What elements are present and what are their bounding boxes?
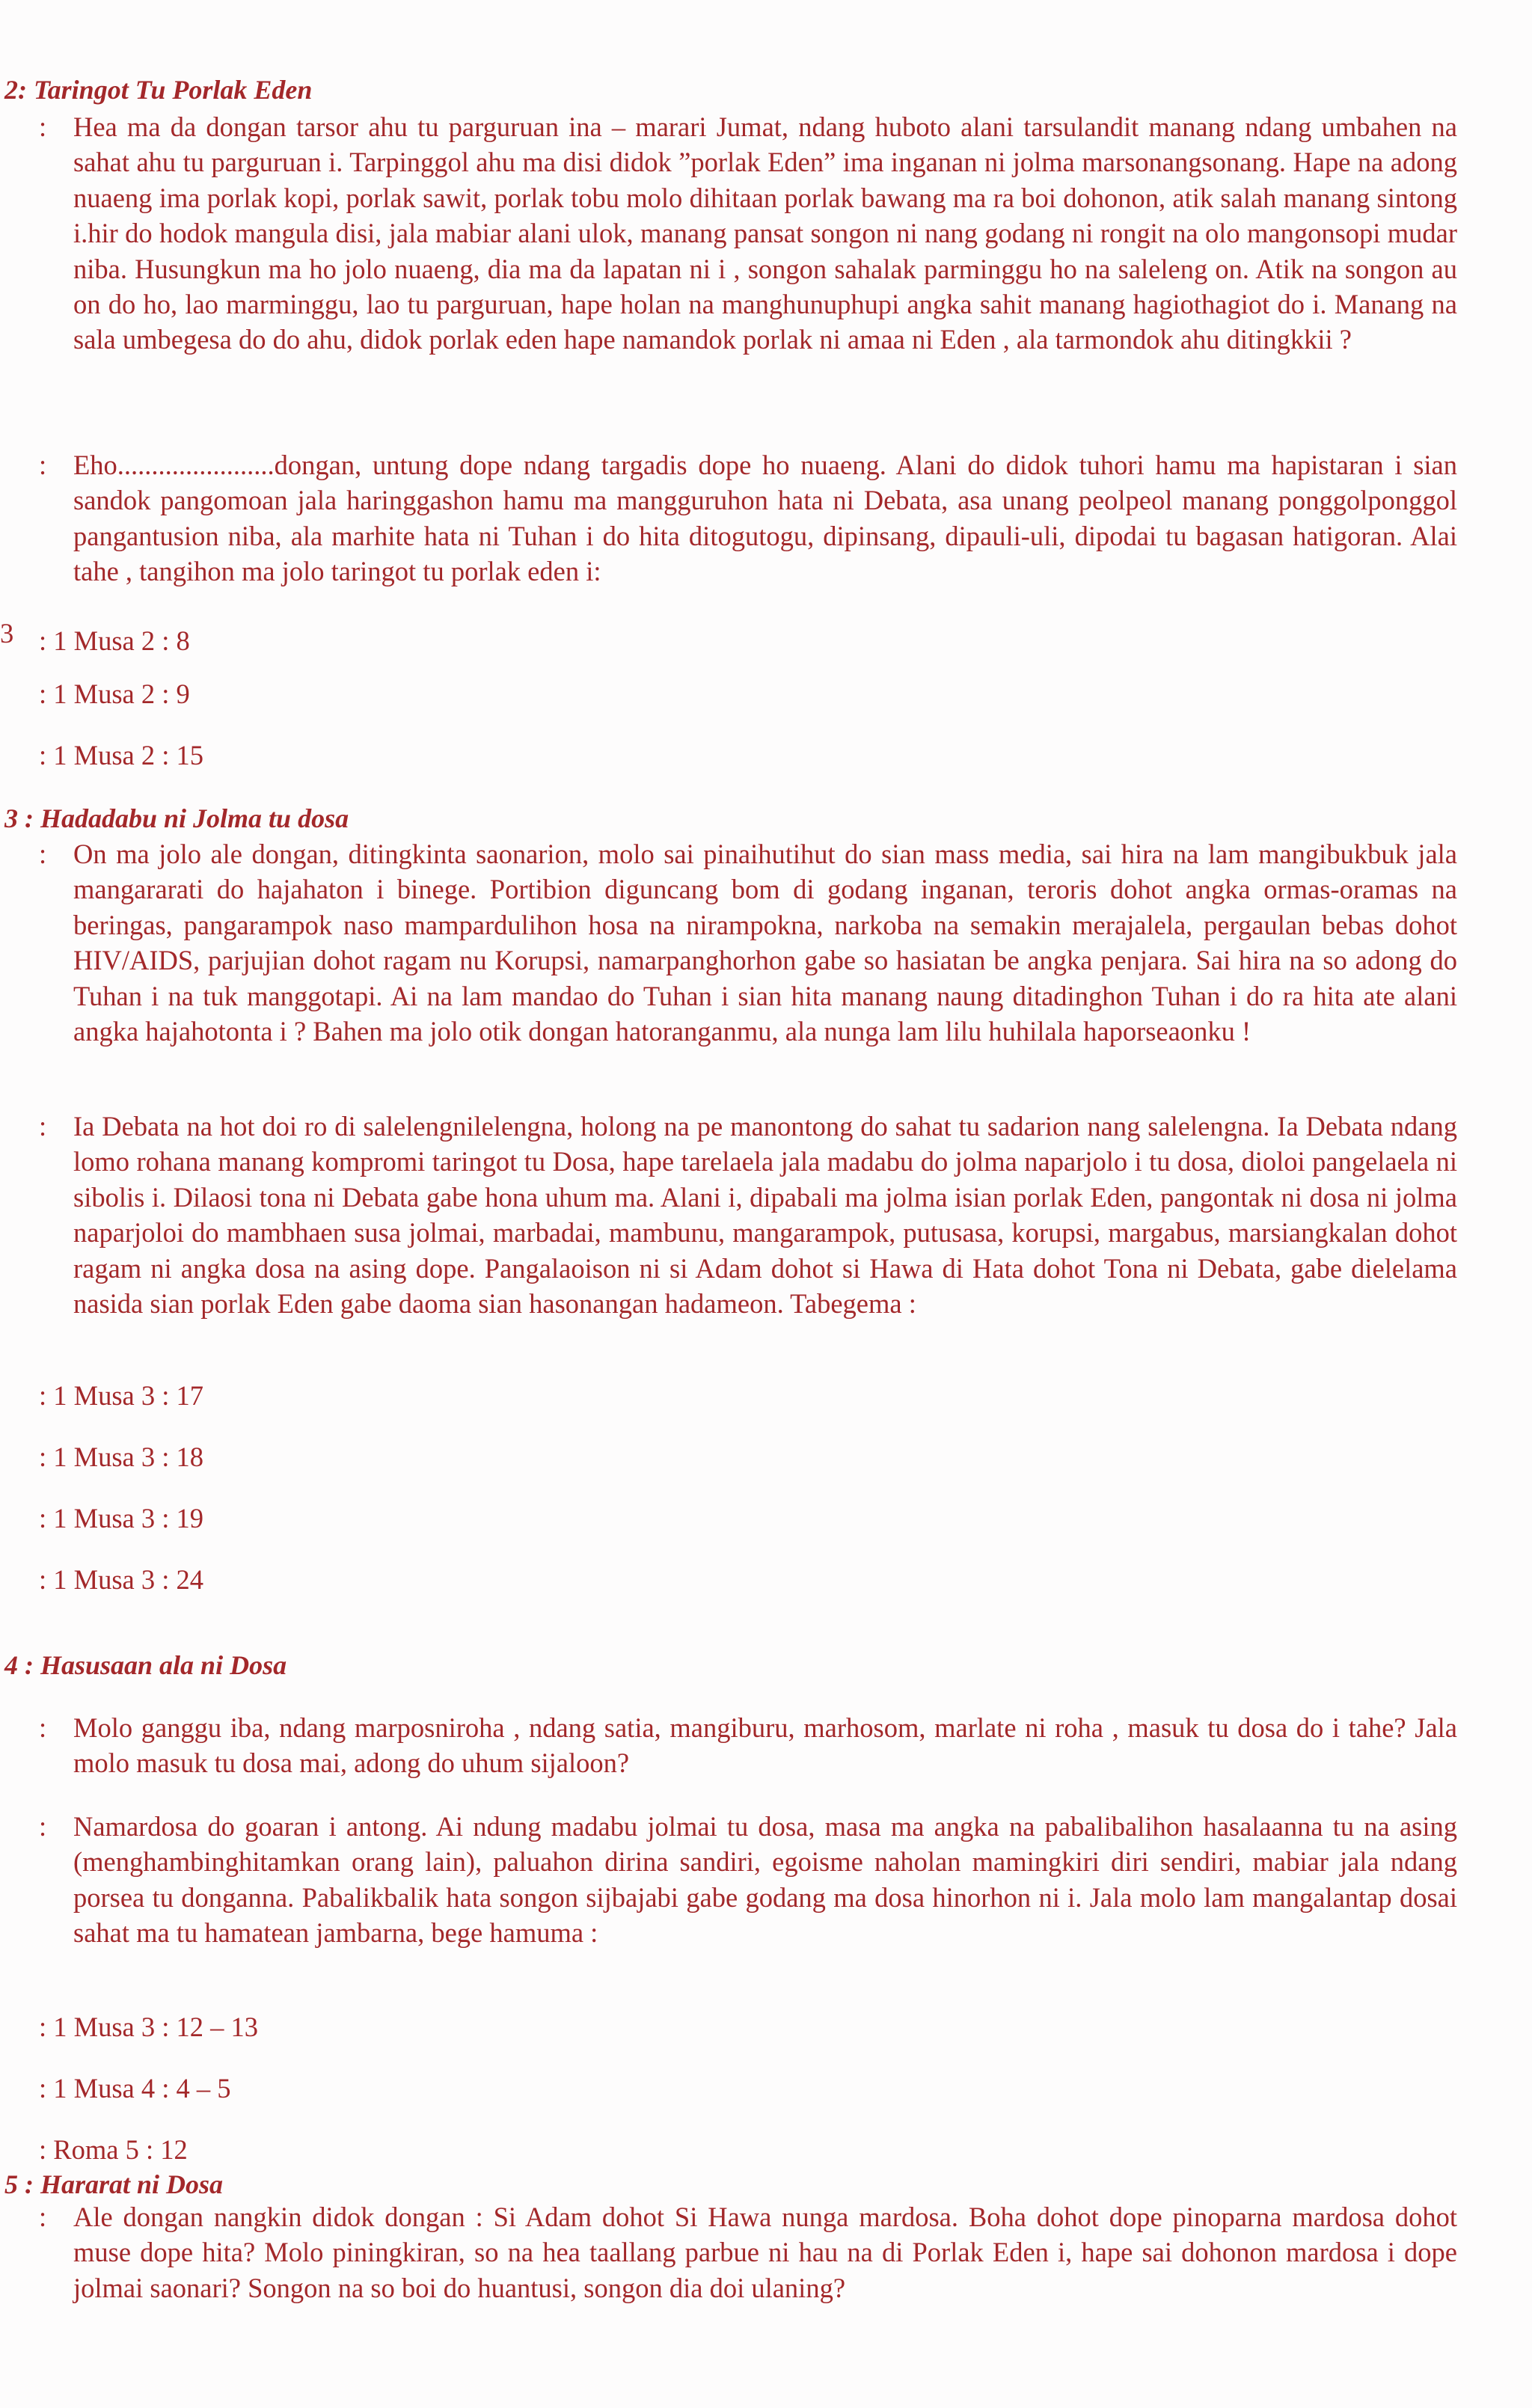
- answer-paragraph: : Eho.......................dongan, untung dope ndang targadis dope ho nuaeng. Alani do didok tuhori hamu ma hapistaran i sian sandok pangomoan jala haringgashon hamu ma mangguruhon hata ni Debata, asa unang peolpeol manang ponggolponggol pangantusion niba, ala marhite hata ni Tuhan i do hita ditogutogu, dipinsang, dipauli-uli, dipodai tu bagasan hatigoran. Alai tahe , tangihon ma jolo taringot tu porlak eden i:: [39, 450, 1457, 587]
- answer-paragraph: : Namardosa do goaran i antong. Ai ndung madabu jolmai tu dosa, masa ma angka na pabalibalihon hasalaanna tu na asing (menghambinghitamkan orang lain), paluahon dirina sandiri, egoisme naholan mamingkiri diri sendiri, mabiar jala ndang porsea tu donganna. Pabalikbalik hata songon sijbajabi gabe godang ma dosa hinorhon ni i. Jala molo lam mangalantap dosai sahat ma tu hamatean jambarna, bege hamuma :: [39, 1811, 1457, 1949]
- section-heading: 3 : Hadadabu ni Jolma tu dosa: [4, 803, 349, 833]
- section-heading: 2: Taringot Tu Porlak Eden: [4, 75, 313, 105]
- answer-paragraph: : Ia Debata na hot doi ro di salelengnilelengna, holong na pe manontong do sahat tu sadarion nang salelengna. Ia Debata ndang lomo rohana manang kompromi taringot tu Dosa, hape tarelaela jala madabu do jolma naparjolo i tu dosa, dioloi pangelaela ni sibolis i. Dilaosi tona ni Debata gabe hona uhum ma. Alani i, dipabali ma jolma isian porlak Eden, pangontak ni dosa ni jolma naparjoloi do mambhaen susa jolmai, marbadai, mambunu, mangarampok, putusasa, korupsi, margabus, marsiangkalan dohot ragam ni angka dosa na asing dope. Pangalaoison ni si Adam dohot si Hawa di Hata dohot Tona ni Debata, gabe dielelama nasida sian porlak Eden gabe daoma sian hasonangan hadameon. Tabegema :: [39, 1111, 1457, 1320]
- question-paragraph: : Hea ma da dongan tarsor ahu tu parguruan ina – marari Jumat, ndang huboto alani tarsulandit manang ndang umbahen na sahat ahu tu parguruan i. Tarpinggol ahu ma disi didok ”porlak Eden” ima inganan ni jolma marsonangsonang. Hape na adong nuaeng ima porlak kopi, porlak sawit, porlak tobu molo dihitaan porlak bawang ma ra boi dohonon, atik salah manang sintong i.hir do hodok mangula disi, jala mabiar alani ulok, manang pansat songon ni nang godang ni rongit na olo mangonsopi mudar niba. Husungkun ma ho jolo nuaeng, dia ma da lapatan ni i , songon sahalak parminggu ho na saleleng on. Atik na songon au on do ho, lao marminggu, lao tu parguruan, hape holan na manghunuphupi angka sahit manang hagiothagiot do i. Manang na sala umbegesa do do ahu, didok porlak eden hape namandok porlak ni amaa ni Eden , ala tarmondok ahu ditingkkii ?: [39, 111, 1457, 355]
- bible-reference: : 1 Musa 4 : 4 – 5: [39, 2073, 231, 2104]
- bible-reference: : 1 Musa 3 : 17: [39, 1380, 204, 1411]
- bible-reference: : Roma 5 : 12: [39, 2134, 188, 2165]
- bible-reference: : 1 Musa 3 : 12 – 13: [39, 2012, 259, 2042]
- section-heading: 4 : Hasusaan ala ni Dosa: [4, 1650, 287, 1680]
- section-heading: 5 : Hararat ni Dosa: [4, 2169, 224, 2199]
- bible-reference: : 1 Musa 2 : 9: [39, 678, 190, 709]
- bible-reference: 3 : 1 Musa 2 : 8: [0, 618, 190, 656]
- question-paragraph: : Ale dongan nangkin didok dongan : Si Adam dohot Si Hawa nunga mardosa. Boha dohot dope pinoparna mardosa dohot muse dope hita? Molo piningkiran, so na hea taallang parbue ni hau na di Porlak Eden i, hape sai dohonon mardosa i dope jolmai saonari? Songon na so boi do huantusi, songon dia doi ulaning?: [39, 2202, 1457, 2303]
- question-paragraph: : Molo ganggu iba, ndang marposniroha , ndang satia, mangiburu, marhosom, marlate ni roha , masuk tu dosa do i tahe? Jala molo masuk tu dosa mai, adong do uhum sijaloon?: [39, 1712, 1457, 1779]
- question-paragraph: : On ma jolo ale dongan, ditingkinta saonarion, molo sai pinaihutihut do sian mass media, sai hira na lam mangibukbuk jala mangararati do hajahaton i binege. Portibion diguncang bom di godang inganan, teroris dohot angka ormas-oramas na beringas, pangarampok naso mampardulihon hosa na nirampokna, narkoba na semakin merajalela, pergaulan bebas dohot HIV/AIDS, parjujian dohot ragam nu Korupsi, namarpanghorhon gabe so hasiatan be angka penjara. Sai hira na so adong do Tuhan i na tuk manggotapi. Ai na lam mandao do Tuhan i sian hita manang naung ditadinghon Tuhan i do ra hita ate alani angka hajahotonta i ? Bahen ma jolo otik dongan hatoranganmu, ala nunga lam lilu huhilala haporseaonku !: [39, 839, 1457, 1047]
- bible-reference: : 1 Musa 3 : 19: [39, 1503, 204, 1534]
- bible-reference: : 1 Musa 2 : 15: [39, 740, 204, 771]
- bible-reference: : 1 Musa 3 : 18: [39, 1442, 204, 1472]
- bible-reference: : 1 Musa 3 : 24: [39, 1564, 204, 1595]
